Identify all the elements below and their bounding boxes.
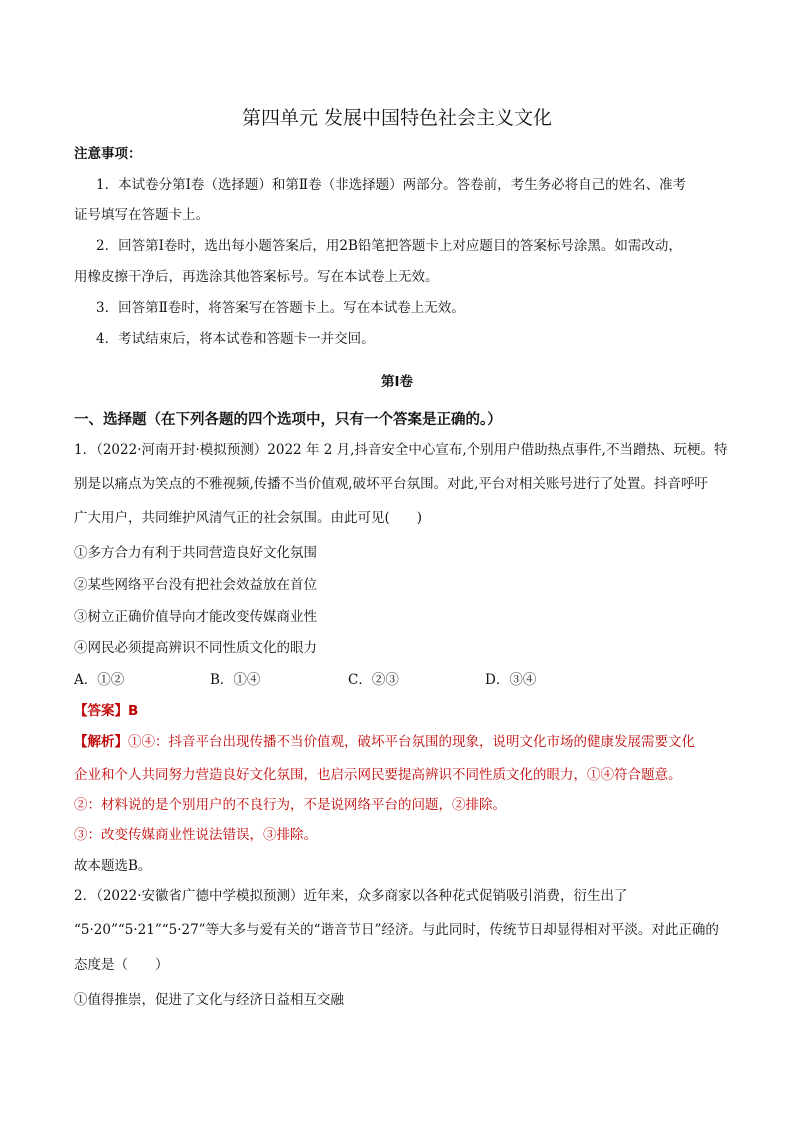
page-title: 第四单元 发展中国特色社会主义文化 [241,107,553,129]
conclusion-text: 故本题选B。 [74,858,152,874]
notice-item: 证号填写在答题卡上。 [74,207,209,223]
notice-item: 4．考试结束后，将本试卷和答题卡一并交回。 [96,331,375,347]
question-stem: 别是以痛点为笑点的不雅视频,传播不当价值观,破坏平台氛围。对此,平台对相关账号进行了处置。抖音呼吁 [74,476,708,492]
question-stem: 态度是（ ） [74,957,169,973]
option-b: B．①④ [210,672,261,688]
analysis-line: ③：改变传媒商业性说法错误，③排除。 [74,827,317,843]
notice-item: 1．本试卷分第Ⅰ卷（选择题）和第Ⅱ卷（非选择题）两部分。答卷前，考生务必将自己的姓名、准考 [96,177,687,193]
analysis-text: ①④：抖音平台出现传播不当价值观，破坏平台氛围的现象，说明文化市场的健康发展需要文化 [128,734,695,750]
option-a: A．①② [74,672,125,688]
analysis-line: ②：材料说的是个别用户的不良行为，不是说网络平台的问题，②排除。 [74,797,506,813]
options-row [74,670,734,690]
section-heading: 一、选择题（在下列各题的四个选项中，只有一个答案是正确的。） [74,412,502,428]
option-d: D．③④ [485,672,537,688]
analysis-label: 【解析】 [74,734,128,750]
notice-item: 3．回答第Ⅱ卷时，将答案写在答题卡上。写在本试卷上无效。 [96,300,465,316]
answer-label: 【答案】B [74,703,139,719]
statement-item: ②某些网络平台没有把社会效益放在首位 [74,577,317,593]
statement-item: ①多方合力有利于共同营造良好文化氛围 [74,545,317,561]
statement-item: ④网民必须提高辨识不同性质文化的眼力 [74,640,317,656]
notice-item: 用橡皮擦干净后，再选涂其他答案标号。写在本试卷上无效。 [74,269,439,285]
volume-heading: 第Ⅰ卷 [380,374,414,390]
question-stem: “5·20”“5·21”“5·27”等大多与爱有关的“谐音节日”经济。与此同时，传统节日却显得相对平淡。对此正确的 [74,922,719,938]
statement-item: ①值得推崇，促进了文化与经济日益相互交融 [74,992,344,1008]
question-stem: 广大用户，共同维护风清气正的社会氛围。由此可见( ) [74,510,423,526]
question-stem: 1．（2022·河南开封·模拟预测）2022 年 2 月,抖音安全中心宣布,个别用户借助热点事件,不当蹭热、玩梗。特 [74,442,728,458]
analysis-line: 企业和个人共同努力营造良好文化氛围，也启示网民要提高辨识不同性质文化的眼力，①④符合题意。 [74,767,682,783]
statement-item: ③树立正确价值导向才能改变传媒商业性 [74,609,317,625]
notice-item: 2．回答第Ⅰ卷时，选出每小题答案后，用2B铅笔把答题卡上对应题目的答案标号涂黑。如需改动， [96,238,682,254]
question-stem: 2．（2022·安徽省广德中学模拟预测）近年来，众多商家以各种花式促销吸引消费，衍生出了 [74,888,628,904]
notice-heading: 注意事项： [74,146,142,162]
option-c: C．②③ [348,672,399,688]
analysis-line [74,732,734,752]
